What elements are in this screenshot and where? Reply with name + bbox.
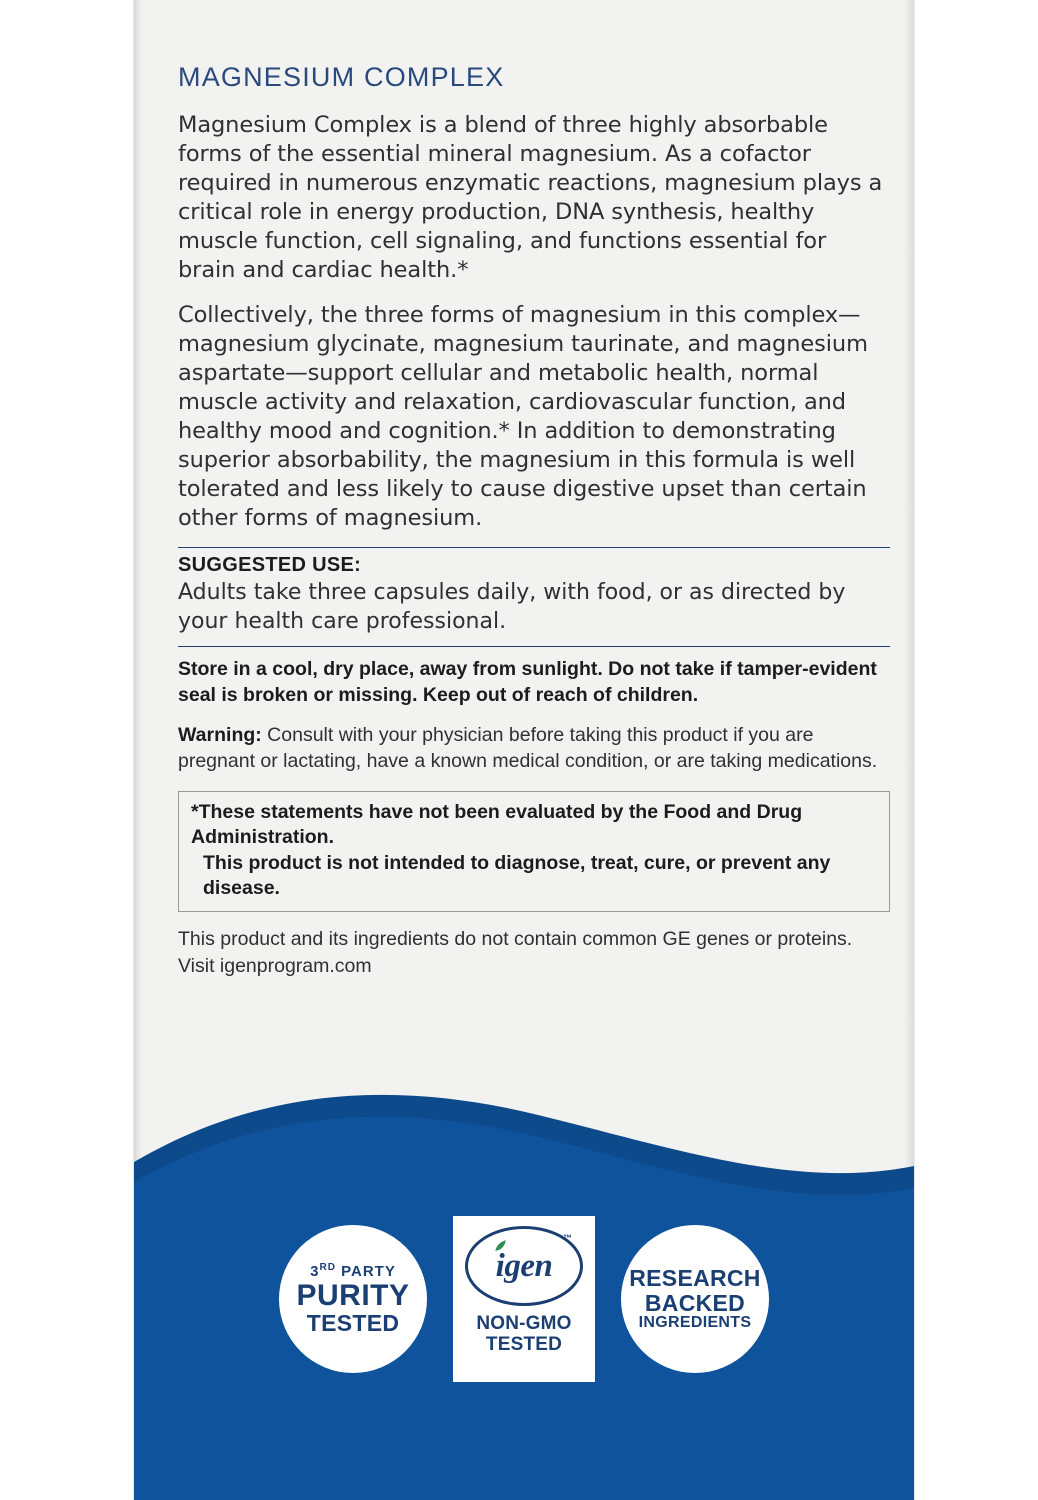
fda-disclaimer-line-2: This product is not intended to diagnose, treat, cure, or prevent any disease.: [203, 851, 831, 900]
fda-disclaimer-line-1: *These statements have not been evaluated by the Food and Drug Administration.: [191, 801, 803, 849]
purity-badge-line-1: 3RD PARTY: [310, 1261, 396, 1280]
certification-badges: [134, 1216, 914, 1382]
badge-igen-non-gmo: [453, 1216, 595, 1382]
fda-disclaimer-box: [178, 791, 890, 912]
description-paragraph-2: Collectively, the three forms of magnesium in this complex—magnesium glycinate, magnesium taurinate, and magnesium aspartate—support cellular and metabolic health, normal muscle activity and relaxation, cardiovascular function, and healthy mood and cognition.* In addition to demonstrating superior absorbability, the magnesium in this formula is well tolerated and less likely to cause digestive upset than certain other forms of magnesium.: [178, 302, 868, 532]
research-badge-line-3: INGREDIENTS: [638, 1313, 752, 1331]
igen-wordmark: igen: [495, 1247, 553, 1284]
ge-statement-line-1: This product and its ingredients do not contain common GE genes or proteins.: [178, 928, 853, 951]
page-title: MAGNESIUM COMPLEX: [178, 62, 505, 92]
warning-body: Consult with your physician before taking this product if you are pregnant or lactating, have a known medical condition, or are taking medications.: [178, 724, 878, 773]
label-content: [178, 62, 890, 979]
badge-purity-tested: [279, 1225, 427, 1373]
igen-line-1: NON-GMO: [476, 1313, 572, 1334]
igen-subtext: [476, 1314, 571, 1356]
purity-badge-line-3: TESTED: [306, 1310, 400, 1337]
description-paragraph-1: Magnesium Complex is a blend of three highly absorbable forms of the essential mineral magnesium. As a cofactor required in numerous enzymatic reactions, magnesium plays a critical role in energy production, DNA synthesis, healthy muscle function, cell signaling, and functions essential for brain and cardiac health.*: [178, 112, 883, 284]
research-badge-line-2: BACKED: [644, 1289, 746, 1316]
divider-bottom: [178, 646, 890, 647]
warning-text: [178, 723, 890, 775]
ge-statement-line-2: Visit igenprogram.com: [178, 954, 372, 977]
suggested-use-text: Adults take three capsules daily, with food, or as directed by your health care professional.: [178, 580, 846, 634]
leaf-icon: [494, 1239, 507, 1252]
purity-badge-line-2: PURITY: [296, 1278, 410, 1312]
suggested-use-label: SUGGESTED USE:: [178, 554, 362, 577]
badge-research-backed: [621, 1225, 769, 1373]
igen-line-2: TESTED: [485, 1333, 563, 1355]
igen-oval-logo: [465, 1226, 583, 1306]
divider-top: [178, 547, 890, 548]
research-badge-line-1: RESEARCH: [629, 1265, 761, 1292]
product-package-panel: [134, 0, 914, 1500]
trademark-icon: ™: [563, 1233, 572, 1243]
warning-label: Warning:: [178, 724, 262, 747]
storage-text: Store in a cool, dry place, away from sunlight. Do not take if tamper-evident seal is broken or missing. Keep out of reach of children.: [178, 658, 877, 707]
